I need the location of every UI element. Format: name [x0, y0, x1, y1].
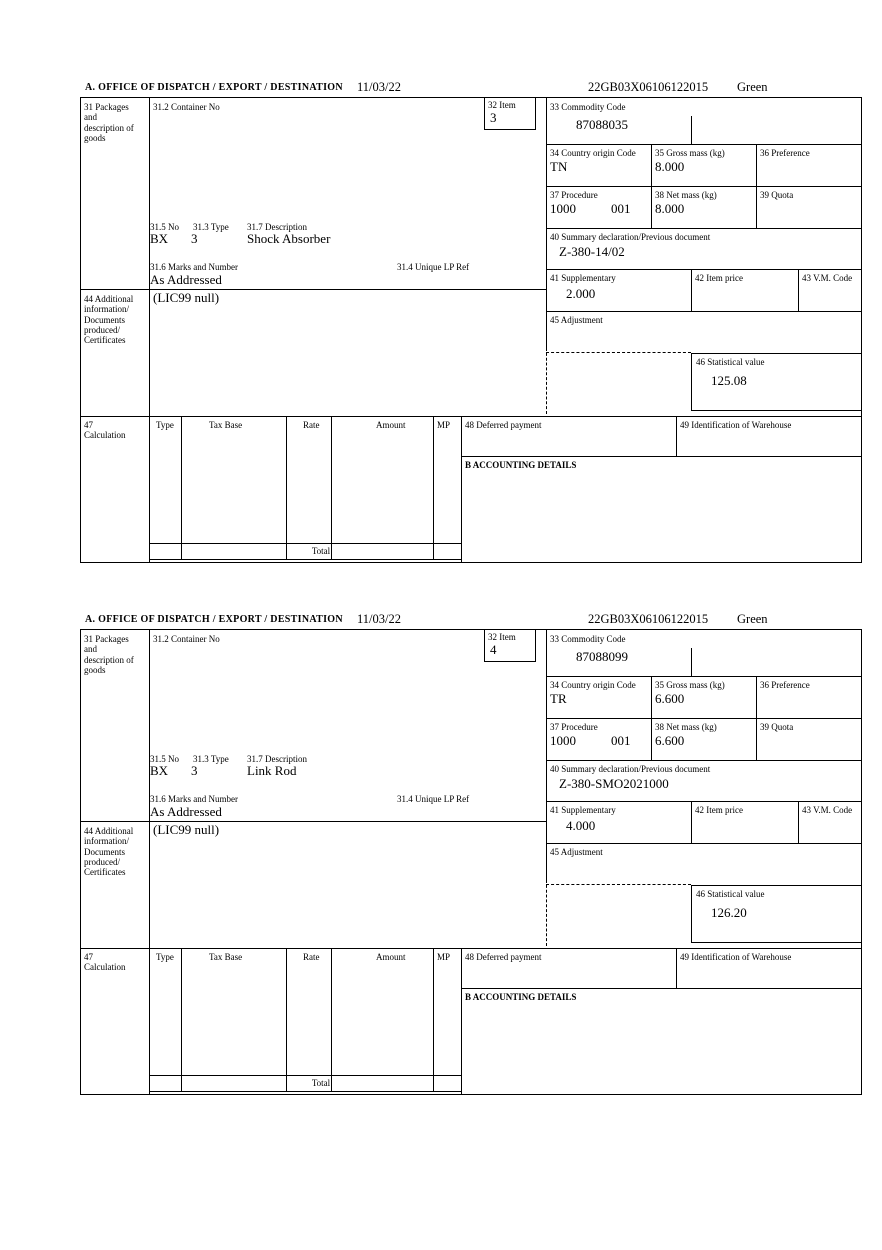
box31-4-label: 31.4 Unique LP Ref	[397, 794, 470, 804]
goods-description-value: Shock Absorber	[247, 231, 331, 246]
sad-item-frame	[80, 629, 862, 1095]
box37-label: 37 Procedure	[550, 190, 598, 200]
col-tax-base-label: Tax Base	[209, 952, 243, 962]
left-column-divider	[149, 98, 150, 562]
box31-2-label: 31.2 Container No	[153, 634, 220, 644]
col-rate-label: Rate	[303, 420, 320, 430]
table-bottom-line	[149, 1091, 461, 1092]
box33-label: 33 Commodity Code	[550, 102, 626, 112]
procedure-value: 1000	[550, 201, 576, 216]
box40-label: 40 Summary declaration/Previous document	[550, 764, 711, 774]
dashed-divider-44	[546, 352, 691, 353]
total-row-divider	[149, 543, 461, 544]
supplementary-value: 2.000	[566, 286, 596, 301]
table-column-line-rate	[331, 948, 332, 1091]
right-column-divider-dashed	[546, 880, 547, 946]
box38-label: 38 Net mass (kg)	[655, 722, 717, 732]
row-divider-41	[546, 269, 861, 270]
box48-49-divider	[676, 948, 677, 988]
total-label: Total	[311, 1078, 331, 1088]
box48-label: 48 Deferred payment	[465, 420, 542, 430]
box37-label: 37 Procedure	[550, 722, 598, 732]
box47-label: 47 Calculation	[84, 420, 126, 441]
box31-2-label: 31.2 Container No	[153, 102, 220, 112]
box31-5-label: 31.5 No	[150, 754, 179, 764]
table-bottom-line	[149, 559, 461, 560]
summary-declaration-value: Z-380-14/02	[559, 244, 625, 259]
box39-label: 39 Quota	[760, 190, 794, 200]
box32-item	[484, 98, 536, 130]
col-mp-label: MP	[437, 952, 451, 962]
box35-label: 35 Gross mass (kg)	[655, 680, 725, 690]
row-divider-45	[546, 311, 861, 312]
box44-divider	[81, 821, 546, 822]
routing-status: Green	[737, 612, 768, 626]
office-of-dispatch-label: A. OFFICE OF DISPATCH / EXPORT / DESTINATION	[85, 82, 343, 93]
country-origin-value: TR	[550, 691, 567, 706]
column-divider-43	[798, 269, 799, 311]
box31-4-label: 31.4 Unique LP Ref	[397, 262, 470, 272]
box32-item	[484, 630, 536, 662]
total-label: Total	[311, 546, 331, 556]
box31-3-label: 31.3 Type	[193, 222, 229, 232]
procedure-value: 1000	[550, 733, 576, 748]
package-number-value: BX	[150, 231, 169, 246]
box46-statistical	[691, 353, 861, 411]
package-type-value: 3	[191, 231, 198, 246]
column-divider-43	[798, 801, 799, 843]
declaration-reference: 22GB03X06106122015	[588, 612, 709, 626]
table-right-divider	[461, 948, 462, 1094]
box42-label: 42 Item price	[695, 805, 743, 815]
box31-6-label: 31.6 Marks and Number	[150, 794, 238, 804]
package-number-value: BX	[150, 763, 169, 778]
box31-5-label: 31.5 No	[150, 222, 179, 232]
statistical-value: 126.20	[711, 905, 747, 920]
table-column-line-amount	[433, 416, 434, 559]
commodity-code-separator	[691, 648, 692, 676]
net-mass-value: 6.600	[655, 733, 685, 748]
additional-info-value: (LIC99 null)	[153, 290, 220, 305]
table-column-line-amount	[433, 948, 434, 1091]
total-row-divider	[149, 1075, 461, 1076]
declaration-date: 11/03/22	[357, 80, 401, 94]
marks-value: As Addressed	[150, 804, 222, 819]
box44-label: 44 Additional information/ Documents produced/ Certificates	[84, 294, 134, 346]
commodity-code-value: 87088099	[576, 649, 628, 664]
row-divider-40	[546, 760, 861, 761]
table-column-line-type	[181, 416, 182, 559]
box31-label: 31 Packages and description of goods	[84, 634, 134, 676]
statistical-value: 125.08	[711, 373, 747, 388]
box31-7-label: 31.7 Description	[247, 754, 307, 764]
box45-label: 45 Adjustment	[550, 315, 603, 325]
table-column-line-taxbase	[286, 948, 287, 1091]
table-column-line-taxbase	[286, 416, 287, 559]
commodity-code-separator	[691, 116, 692, 144]
package-type-value: 3	[191, 763, 198, 778]
col-tax-base-label: Tax Base	[209, 420, 243, 430]
box45-label: 45 Adjustment	[550, 847, 603, 857]
box32-label: 32 Item	[488, 632, 516, 642]
box31-3-label: 31.3 Type	[193, 754, 229, 764]
row-divider-34	[546, 676, 861, 677]
declaration-date: 11/03/22	[357, 612, 401, 626]
box36-label: 36 Preference	[760, 148, 810, 158]
row-divider-45	[546, 843, 861, 844]
box47-label: 47 Calculation	[84, 952, 126, 973]
col-amount-label: Amount	[376, 420, 406, 430]
accounting-divider	[461, 456, 861, 457]
box46-label: 46 Statistical value	[696, 889, 765, 899]
col-mp-label: MP	[437, 420, 451, 430]
routing-status: Green	[737, 80, 768, 94]
table-column-line-rate	[331, 416, 332, 559]
gross-mass-value: 8.000	[655, 159, 685, 174]
sad-item-frame	[80, 97, 862, 563]
dashed-divider-44	[546, 884, 691, 885]
calculation-row-divider	[81, 416, 861, 417]
summary-declaration-value: Z-380-SMO2021000	[559, 776, 669, 791]
box33-label: 33 Commodity Code	[550, 634, 626, 644]
box32-label: 32 Item	[488, 100, 516, 110]
calculation-row-divider	[81, 948, 861, 949]
box39-label: 39 Quota	[760, 722, 794, 732]
box31-7-label: 31.7 Description	[247, 222, 307, 232]
box46-statistical	[691, 885, 861, 943]
net-mass-value: 8.000	[655, 201, 685, 216]
supplementary-value: 4.000	[566, 818, 596, 833]
right-column-divider-dashed	[546, 348, 547, 414]
col-amount-label: Amount	[376, 952, 406, 962]
column-divider-42	[691, 801, 692, 843]
box41-label: 41 Supplementary	[550, 273, 616, 283]
box31-6-label: 31.6 Marks and Number	[150, 262, 238, 272]
row-divider-40	[546, 228, 861, 229]
accounting-divider	[461, 988, 861, 989]
table-right-divider	[461, 416, 462, 562]
box42-label: 42 Item price	[695, 273, 743, 283]
box41-label: 41 Supplementary	[550, 805, 616, 815]
table-column-line-type	[181, 948, 182, 1091]
box44-label: 44 Additional information/ Documents produced/ Certificates	[84, 826, 134, 878]
item-number-value: 4	[490, 642, 497, 657]
gross-mass-value: 6.600	[655, 691, 685, 706]
box35-label: 35 Gross mass (kg)	[655, 148, 725, 158]
box49-label: 49 Identification of Warehouse	[680, 952, 792, 962]
box40-label: 40 Summary declaration/Previous document	[550, 232, 711, 242]
box44-divider	[81, 289, 546, 290]
box43-label: 43 V.M. Code	[802, 805, 853, 815]
box46-label: 46 Statistical value	[696, 357, 765, 367]
commodity-code-value: 87088035	[576, 117, 628, 132]
row-divider-37	[546, 718, 861, 719]
box43-label: 43 V.M. Code	[802, 273, 853, 283]
box38-label: 38 Net mass (kg)	[655, 190, 717, 200]
country-origin-value: TN	[550, 159, 568, 174]
box34-label: 34 Country origin Code	[550, 680, 636, 690]
row-divider-41	[546, 801, 861, 802]
row-divider-37	[546, 186, 861, 187]
additional-info-value: (LIC99 null)	[153, 822, 220, 837]
box36-label: 36 Preference	[760, 680, 810, 690]
col-type-label: Type	[156, 952, 174, 962]
box34-label: 34 Country origin Code	[550, 148, 636, 158]
col-type-label: Type	[156, 420, 174, 430]
office-of-dispatch-label: A. OFFICE OF DISPATCH / EXPORT / DESTINATION	[85, 614, 343, 625]
declaration-reference: 22GB03X06106122015	[588, 80, 709, 94]
col-rate-label: Rate	[303, 952, 320, 962]
procedure-suffix-value: 001	[611, 733, 631, 748]
accounting-details-label: B ACCOUNTING DETAILS	[465, 460, 577, 470]
box48-49-divider	[676, 416, 677, 456]
marks-value: As Addressed	[150, 272, 222, 287]
box48-label: 48 Deferred payment	[465, 952, 542, 962]
left-column-divider	[149, 630, 150, 1094]
box31-label: 31 Packages and description of goods	[84, 102, 134, 144]
item-number-value: 3	[490, 110, 497, 125]
box49-label: 49 Identification of Warehouse	[680, 420, 792, 430]
goods-description-value: Link Rod	[247, 763, 297, 778]
accounting-details-label: B ACCOUNTING DETAILS	[465, 992, 577, 1002]
row-divider-34	[546, 144, 861, 145]
procedure-suffix-value: 001	[611, 201, 631, 216]
column-divider-42	[691, 269, 692, 311]
